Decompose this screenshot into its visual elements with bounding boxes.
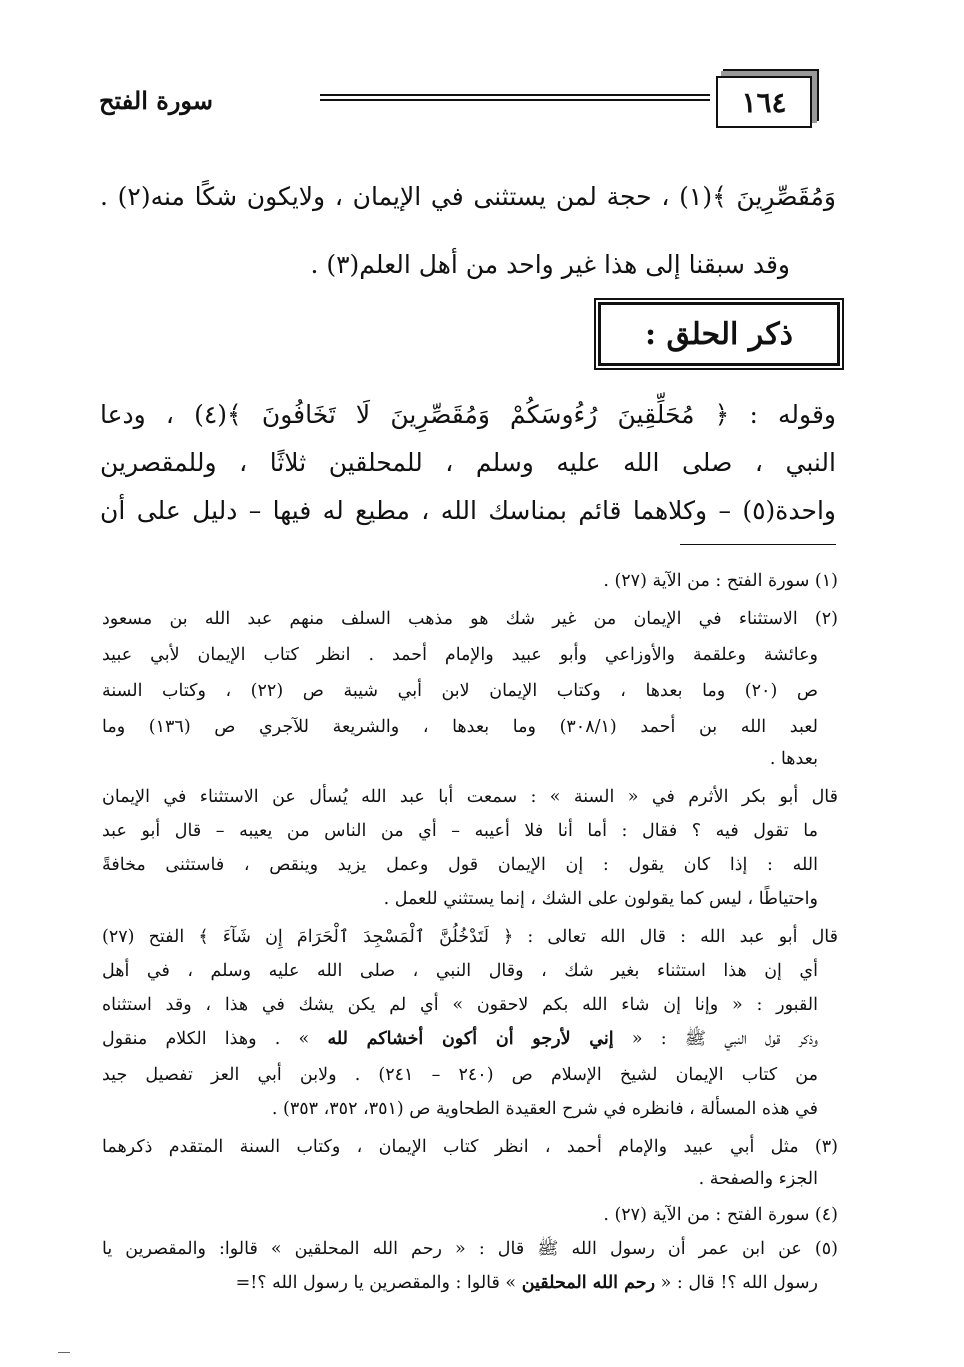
hadith-text-bold: رحم الله المحلقين bbox=[521, 1273, 656, 1293]
running-title: سورة الفتح bbox=[99, 86, 213, 115]
footnote-2-line: (٢) الاستثناء في الإيمان من غير شك هو مذهب السلف منهم عبد الله بن مسعود bbox=[102, 609, 838, 629]
footnote-2-line: وعائشة وعلقمة والأوزاعي وأبو عبيد والإمام أحمد . انظر كتاب الإيمان لأبي عبيد bbox=[102, 645, 818, 665]
quote-athram-line: ما تقول فيه ؟ فقال : أما أنا فلا أعيبه – أي من الناس من يعيبه – قال أبو عبد bbox=[102, 821, 818, 841]
quote-text: وذكر قول النبي ﷺ : « bbox=[631, 1029, 818, 1049]
footnote-3-line: الجزء والصفحة . bbox=[698, 1169, 818, 1189]
quote-athram-line: واحتياطًا ، ليس كما يقولون على الشك ، إنما يستثني للعمل . bbox=[383, 889, 818, 909]
footnote-4: (٤) سورة الفتح : من الآية (٢٧) . bbox=[603, 1205, 838, 1225]
footnote-1: (١) سورة الفتح : من الآية (٢٧) . bbox=[603, 571, 838, 591]
footnote-5-line bbox=[102, 1270, 818, 1296]
body-line: وقد سبقنا إلى هذا غير واحد من أهل العلم(٣) . bbox=[310, 250, 790, 279]
hadith-text-bold: إني لأرجو أن أكون أخشاكم لله bbox=[327, 1029, 614, 1049]
footnote-2-line: بعدها . bbox=[769, 749, 818, 769]
footnote-2-line: لعبد الله بن أحمد (٣٠٨/١) وما بعدها ، والشريعة للآجري ص (١٣٦) وما bbox=[102, 717, 819, 737]
body-line: وقوله : ﴿ مُحَلِّقِينَ رُءُوسَكُمْ وَمُقَصِّرِينَ لَا تَخَافُونَ ﴾(٤) ، ودعا bbox=[100, 400, 836, 429]
footnote-text: » قالوا : والمقصرين يا رسول الله ؟!= bbox=[235, 1273, 517, 1293]
footnote-2-line: ص (٢٠) وما بعدها ، وكتاب الإيمان لابن أبي شيبة ص (٢٢) ، وكتاب السنة bbox=[102, 681, 818, 701]
page-number-text: ١٦٤ bbox=[741, 85, 787, 119]
page-number bbox=[716, 76, 812, 128]
quote-abu-abdullah-line: قال أبو عبد الله : قال الله تعالى : ﴿ لَتَدْخُلُنَّ ٱلْمَسْجِدَ ٱلْحَرَامَ إِن شَآءَ ﴾ الفتح (٢٧) bbox=[102, 927, 838, 947]
scan-mark bbox=[58, 1352, 70, 1353]
header-rule bbox=[320, 94, 710, 104]
quote-abu-abdullah-line: في هذه المسألة ، فانظره في شرح العقيدة الطحاوية ص (٣٥١، ٣٥٢، ٣٥٣) . bbox=[271, 1099, 818, 1119]
footnote-separator bbox=[680, 544, 836, 545]
footnote-text: رسول الله ؟! قال : « bbox=[660, 1273, 818, 1293]
body-line: واحدة(٥) – وكلاهما قائم بمناسك الله ، مطيع له فيها – دليل على أن bbox=[100, 496, 836, 525]
section-heading bbox=[598, 302, 840, 366]
body-line: النبي ، صلى الله عليه وسلم ، للمحلقين ثلاثًا ، وللمقصرين bbox=[100, 448, 836, 477]
quote-abu-abdullah-line: أي إن هذا استثناء بغير شك ، وقال النبي ، صلى الله عليه وسلم ، في أهل bbox=[102, 961, 818, 981]
footnote-5-line: (٥) عن ابن عمر أن رسول الله ﷺ قال : « رحم الله المحلقين » قالوا: والمقصرين يا bbox=[102, 1239, 838, 1259]
section-heading-text: ذكر الحلق : bbox=[645, 316, 793, 352]
quote-athram-line: قال أبو بكر الأثرم في « السنة » : سمعت أبا عبد الله يُسأل عن الاستثناء في الإيمان bbox=[102, 787, 838, 807]
quote-abu-abdullah-line: القبور : « وإنا إن شاء الله بكم لاحقون » أي لم يكن يشك في هذا ، وقد استثناه bbox=[102, 995, 818, 1015]
quote-text: » . وهذا الكلام منقول bbox=[102, 1029, 310, 1049]
quote-athram-line: الله : إذا كان يقول : إن الإيمان قول وعمل يزيد وينقص ، فاستثنى مخافةً bbox=[102, 855, 818, 875]
quote-abu-abdullah-line bbox=[102, 1026, 818, 1052]
body-line: وَمُقَصِّرِينَ ﴾(١) ، حجة لمن يستثنى في الإيمان ، ولايكون شكًا منه(٢) . bbox=[100, 182, 836, 211]
quote-abu-abdullah-line: من كتاب الإيمان لشيخ الإسلام ص (٢٤٠ – ٢٤١) . ولابن أبي العز تفصيل جيد bbox=[102, 1065, 818, 1085]
footnote-3-line: (٣) مثل أبي عبيد والإمام أحمد ، انظر كتاب الإيمان ، وكتاب السنة المتقدم ذكرهما bbox=[102, 1137, 838, 1157]
